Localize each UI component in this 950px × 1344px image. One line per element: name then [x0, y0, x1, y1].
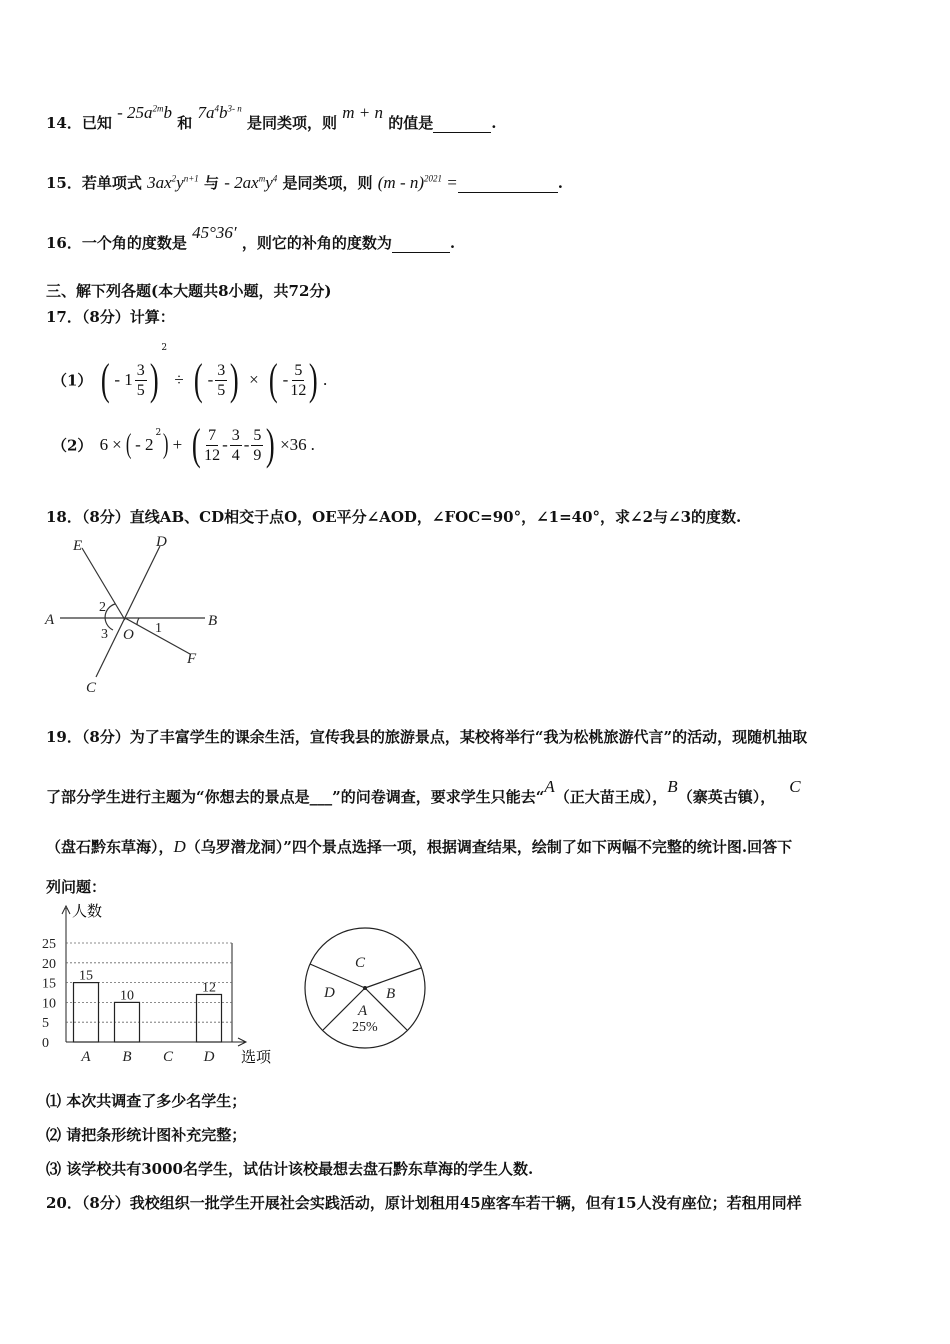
- q18-geometry-figure: [40, 532, 240, 702]
- answer-blank[interactable]: [392, 252, 450, 253]
- label-O: O: [123, 627, 134, 643]
- y-tick-label: 10: [42, 996, 56, 1012]
- expr-2axmy4: - $2ax^my^4$: [224, 173, 278, 192]
- expr-m-minus-n-pow: (m - n)$^{2021}$ =: [377, 173, 458, 192]
- angle-2-label: 2: [99, 600, 106, 615]
- pie-slice-c: C: [355, 955, 366, 971]
- label-A: A: [45, 612, 55, 628]
- pie-slice-a-percent: 25%: [352, 1020, 378, 1035]
- pie-chart: [300, 925, 430, 1055]
- label-D: D: [156, 534, 167, 550]
- expr-angle: 45°36′: [192, 223, 237, 242]
- question-17-title: 17．（8分）计算：: [46, 308, 175, 326]
- angle-1-label: 1: [155, 621, 162, 636]
- question-18: 18．（8分）直线AB、CD相交于点O，OE平分∠AOD，∠FOC=90°，∠1=40°，求∠2与∠3的度数.: [46, 508, 742, 526]
- expr-7a4b3n: $7a^4b^{3- n}$: [197, 103, 242, 122]
- expr-3ax2yn1: $3ax^2y^{n+1}$: [147, 173, 199, 192]
- x-tick-label: B: [122, 1049, 132, 1065]
- bar-value-label: 10: [120, 988, 134, 1004]
- expr-25a2mb: - $25a^{2m}b$: [117, 103, 173, 122]
- question-17-part-1: （1） ( - 1 $\frac{3}{5}$ )$^2$ ÷ ( - $\frac{3}{5}$ ) × ( - $\frac{5}{12}$ ) .: [52, 343, 328, 404]
- y-tick-label: 25: [42, 937, 56, 952]
- label-C: C: [86, 680, 97, 696]
- question-15: 15．若单项式 $3ax^2y^{n+1}$ 与 - $2ax^my^4$ 是同类项，则 (m - n)$^{2021}$ = .: [46, 173, 563, 192]
- x-tick-label: A: [81, 1049, 91, 1065]
- question-19-line-1: 19．（8分）为了丰富学生的课余生活，宣传我县的旅游景点，某校将举行“我为松桃旅游代言”的活动，现随机抽取: [46, 728, 808, 746]
- y-tick-label: 0: [42, 1036, 49, 1051]
- bar-value-label: 15: [79, 968, 93, 984]
- angle-3-label: 3: [101, 627, 108, 642]
- question-19-line-3: （盘石黔东草海），D（乌罗潜龙洞）”四个景点选择一项，根据调查结果，绘制了如下两幅不完整的统计图.回答下: [46, 837, 793, 856]
- bar-value-label: 12: [202, 980, 216, 996]
- x-axis-label: 选项: [241, 1050, 272, 1066]
- x-tick-label: C: [162, 1049, 174, 1065]
- question-19-sub-2: ⑵ 请把条形统计图补充完整；: [46, 1126, 247, 1144]
- expr-m-plus-n: m + n: [342, 103, 383, 122]
- bar-chart: [40, 900, 285, 1070]
- y-tick-label: 20: [42, 956, 56, 972]
- pie-slice-d: D: [324, 985, 335, 1001]
- pie-slice-b: B: [386, 986, 396, 1002]
- x-tick-label: D: [203, 1049, 215, 1065]
- pie-center: [363, 986, 367, 990]
- question-19-line-2: 了部分学生进行主题为“你想去的景点是___”的问卷调查，要求学生只能去“A（正大苗王成），B（寨英古镇），C: [46, 777, 801, 806]
- bar-d: [197, 994, 222, 1042]
- y-tick-label: 15: [42, 976, 56, 992]
- question-16: 16．一个角的度数是 45°36′ ，则它的补角的度数为 .: [46, 223, 456, 252]
- answer-blank[interactable]: [433, 132, 491, 133]
- fraction: $\frac{3}{5}$: [136, 361, 145, 399]
- y-tick-label: 5: [42, 1016, 49, 1032]
- question-14: 14．已知 - $25a^{2m}b$ 和 $7a^4b^{3- n}$ 是同类项，则 m + n 的值是 .: [46, 103, 497, 132]
- y-axis-label: 人数: [72, 904, 103, 920]
- pie-slice-a: A: [358, 1003, 368, 1019]
- label-E: E: [73, 538, 83, 554]
- bar-a: [74, 983, 99, 1042]
- question-19-line-4: 列问题：: [46, 878, 107, 896]
- answer-blank[interactable]: [458, 192, 558, 193]
- label-F: F: [187, 651, 197, 667]
- question-20: 20．（8分）我校组织一批学生开展社会实践活动，原计划租用45座客车若干辆，但有15人没有座位；若租用同样: [46, 1194, 802, 1212]
- question-17-part-2: （2） 6 × ( - $2^2$) + ( $\frac{7}{12}$ - $\frac{3}{4}$ - $\frac{5}{9}$ ) ×36 .: [52, 420, 315, 469]
- section-3-heading: 三、解下列各题(本大题共8小题，共72分): [46, 282, 332, 300]
- label-B: B: [208, 613, 218, 629]
- question-19-sub-1: ⑴ 本次共调查了多少名学生；: [46, 1092, 247, 1110]
- question-19-sub-3: ⑶ 该学校共有3000名学生，试估计该校最想去盘石黔东草海的学生人数.: [46, 1160, 534, 1178]
